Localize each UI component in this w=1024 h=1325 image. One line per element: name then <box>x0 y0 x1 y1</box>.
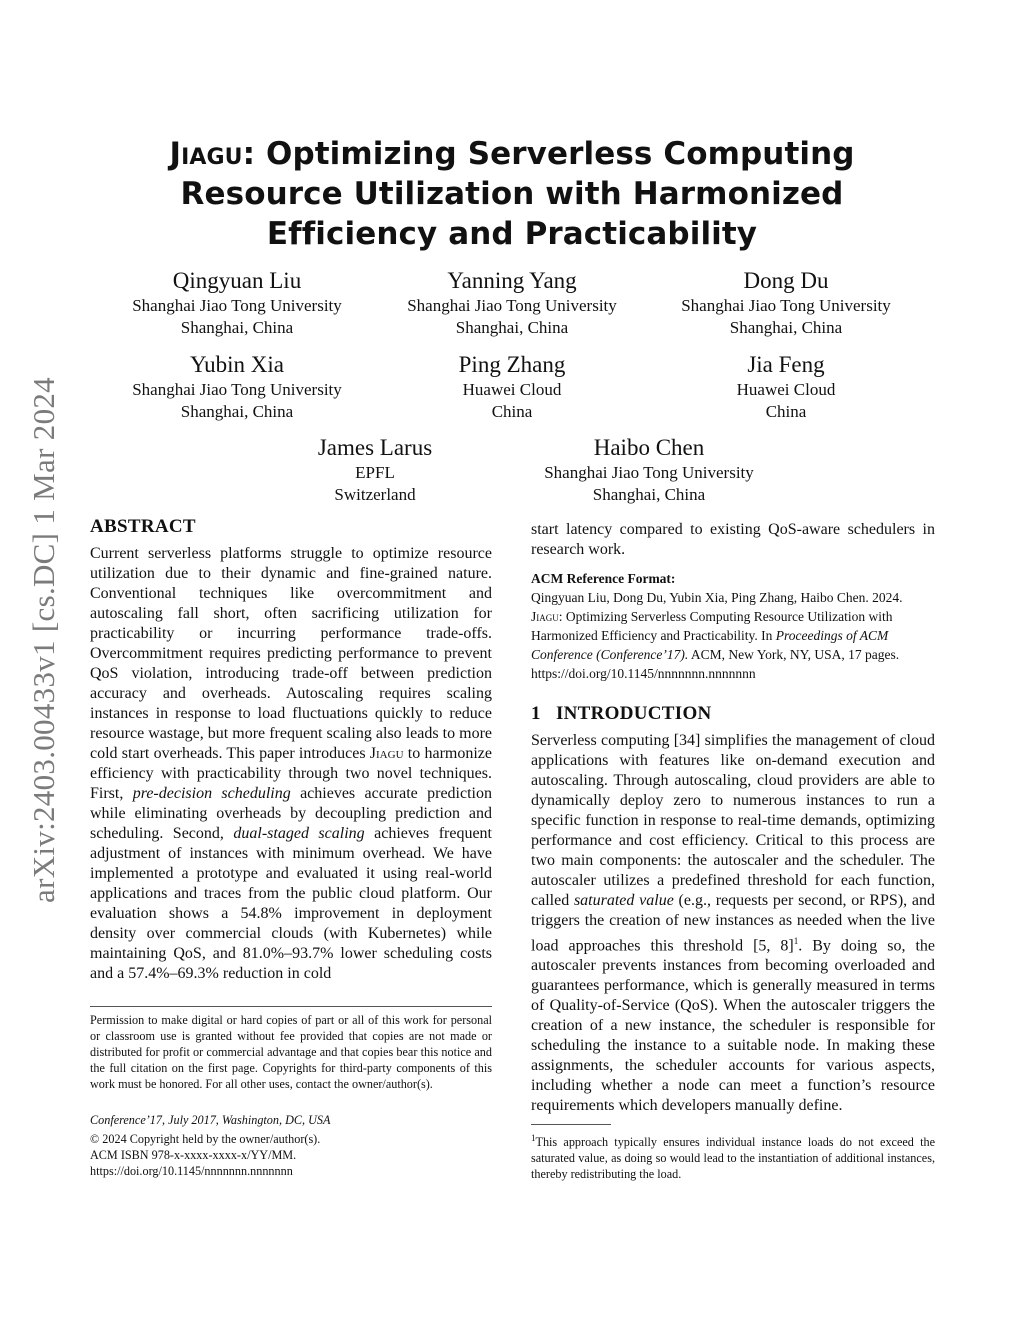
copyright-line: © 2024 Copyright held by the owner/author(s). <box>90 1132 321 1146</box>
acm-reference-heading: ACM Reference Format: <box>531 571 676 586</box>
permission-notice: Permission to make digital or hard copies of part or all of this work for personal or classroom use is granted without fee provided that copies are not made or distributed for profit or commercial advantage and that copies bear this notice and the full citation on the first page. Copyrights for third-party components of this work must be honored. For all other uses, contact the owner/author(s). <box>90 1013 492 1091</box>
abstract-text: achieves frequent adjustment of instances with minimum overhead. We have implemented a prototype and evaluated it using real-world applications and traces from the public cloud platform. Our evaluation shows a 54.8% improvement in deployment density over commercial clouds (with Kubernetes) while maintaining QoS, and 81.0%–93.7% lower scheduling costs and a 57.4%–69.3% reduction in cold <box>90 825 492 982</box>
author-block <box>636 351 936 423</box>
footnote-divider <box>531 1124 611 1125</box>
acm-reference-body <box>531 588 935 683</box>
author-affiliation: Shanghai Jiao Tong University <box>132 296 342 315</box>
intro-emphasis: saturated value <box>573 892 674 909</box>
acm-ref-system-name: Jiagu <box>531 609 559 624</box>
author-affiliation: EPFL <box>355 463 395 482</box>
abstract-emphasis: pre-decision scheduling <box>132 785 291 802</box>
author-location: China <box>491 402 533 421</box>
introduction-body <box>531 731 935 1116</box>
conference-line: Conference’17, July 2017, Washington, DC, USA <box>90 1113 331 1127</box>
abstract-text: achieves accurate prediction while eliminating overheads by decoupling prediction and scheduling. Second, <box>90 785 492 842</box>
acm-ref-proceedings: Proceedings of ACM Conference (Conference’17). <box>531 628 889 662</box>
author-affiliation: Huawei Cloud <box>736 380 836 399</box>
abstract-emphasis: dual-staged scaling <box>233 825 365 842</box>
author-name: Dong Du <box>743 268 829 293</box>
author-location: Shanghai, China <box>180 402 294 421</box>
author-block <box>362 267 662 339</box>
abstract-continued: start latency compared to existing QoS-aware schedulers in research work. <box>531 521 935 558</box>
author-affiliation: Shanghai Jiao Tong University <box>132 380 342 399</box>
abstract-heading: ABSTRACT <box>90 516 196 537</box>
intro-text: (e.g., requests per second, or RPS), and triggers the creation of new instances as needed when the live load approaches this threshold [5, 8] <box>531 892 935 955</box>
author-block <box>225 434 525 506</box>
acm-ref-authors: Qingyuan Liu, Dong Du, Yubin Xia, Ping Zhang, Haibo Chen. 2024. <box>531 590 903 605</box>
author-block <box>636 267 936 339</box>
abstract-text: Current serverless platforms struggle to optimize resource utilization due to their dynamic and fine-grained nature. Conventional techniques like overcommitment and autoscaling fall short, often sacrificing utilization for practicability or incurring performance trade-offs. Overcommitment requires predicting performance to prevent QoS violation, introducing trade-off between prediction accuracy and overheads. Autoscaling requires scaling instances in response to load fluctuations quickly to reduce resource wastage, but more frequent scaling also leads to more cold start overheads. This paper introduces <box>90 545 492 762</box>
title-rest: : Optimizing Serverless Computing Resource Utilization with Harmonized Efficiency and Practicability <box>180 136 855 252</box>
copyright-block <box>90 1131 492 1179</box>
author-name: Ping Zhang <box>458 352 566 377</box>
introduction-heading: 1 INTRODUCTION <box>531 703 712 724</box>
title-system-name: Jiagu <box>169 136 243 172</box>
author-name: James Larus <box>317 435 433 460</box>
author-block <box>499 434 799 506</box>
author-location: Switzerland <box>334 485 416 504</box>
author-location: China <box>765 402 807 421</box>
doi-line[interactable]: https://doi.org/10.1145/nnnnnnn.nnnnnnn <box>90 1164 293 1178</box>
permission-divider <box>90 1006 492 1007</box>
acm-ref-title: : Optimizing Serverless Computing Resource Utilization with Harmonized Efficiency and Practicability. In <box>531 609 893 643</box>
author-name: Qingyuan Liu <box>172 268 302 293</box>
author-name: Yanning Yang <box>447 268 577 293</box>
intro-text: Serverless computing [34] simplifies the management of cloud applications with features like on-demand execution and autoscaling. Through autoscaling, cloud providers are able to dynamically deploy zero to numerous instances to run a specific function in response to real-time demands, optimizing performance and cost efficiency. Critical to this process are two main components: the autoscaler and the scheduler. The autoscaler utilizes a predefined threshold for each function, called <box>531 732 935 909</box>
author-block <box>362 351 662 423</box>
acm-ref-tail: ACM, New York, NY, USA, 17 pages. https://doi.org/10.1145/nnnnnnn.nnnnnnn <box>531 647 900 681</box>
author-location: Shanghai, China <box>729 318 843 337</box>
paper-title <box>100 134 924 254</box>
arxiv-stamp: arXiv:2403.00433v1 [cs.DC] 1 Mar 2024 <box>26 377 61 903</box>
footnote <box>531 1130 935 1182</box>
author-affiliation: Shanghai Jiao Tong University <box>407 296 617 315</box>
author-affiliation: Huawei Cloud <box>462 380 562 399</box>
abstract-system-name: Jiagu <box>369 745 404 762</box>
abstract-body <box>90 544 492 984</box>
author-name: Jia Feng <box>747 352 825 377</box>
author-location: Shanghai, China <box>455 318 569 337</box>
author-location: Shanghai, China <box>180 318 294 337</box>
author-location: Shanghai, China <box>592 485 706 504</box>
author-affiliation: Shanghai Jiao Tong University <box>544 463 754 482</box>
footnote-number: 1 <box>531 1133 536 1143</box>
author-name: Haibo Chen <box>593 435 705 460</box>
footnote-text: This approach typically ensures individual instance loads do not exceed the saturated value, as doing so would lead to the instantiation of additional instances, thereby redistributing the load. <box>531 1135 935 1182</box>
author-affiliation: Shanghai Jiao Tong University <box>681 296 891 315</box>
author-block <box>87 267 387 339</box>
intro-text: . By doing so, the autoscaler prevents instances from becoming overloaded and guarantees performance, which is generally measured in terms of Quality-of-Service (QoS). When the autoscaler triggers the creation of a new instance, the scheduler is responsible for scheduling the instance to a suitable node. In making these assignments, the scheduler accounts for various aspects, including whether a node can meet a function’s resource requirements which developers manually define. <box>531 937 936 1115</box>
footnote-marker[interactable]: 1 <box>793 936 799 946</box>
author-block <box>87 351 387 423</box>
isbn-line: ACM ISBN 978-x-xxxx-xxxx-x/YY/MM. <box>90 1148 297 1162</box>
author-name: Yubin Xia <box>190 352 284 377</box>
abstract-text: to harmonize efficiency with practicability through two novel techniques. First, <box>90 745 492 802</box>
